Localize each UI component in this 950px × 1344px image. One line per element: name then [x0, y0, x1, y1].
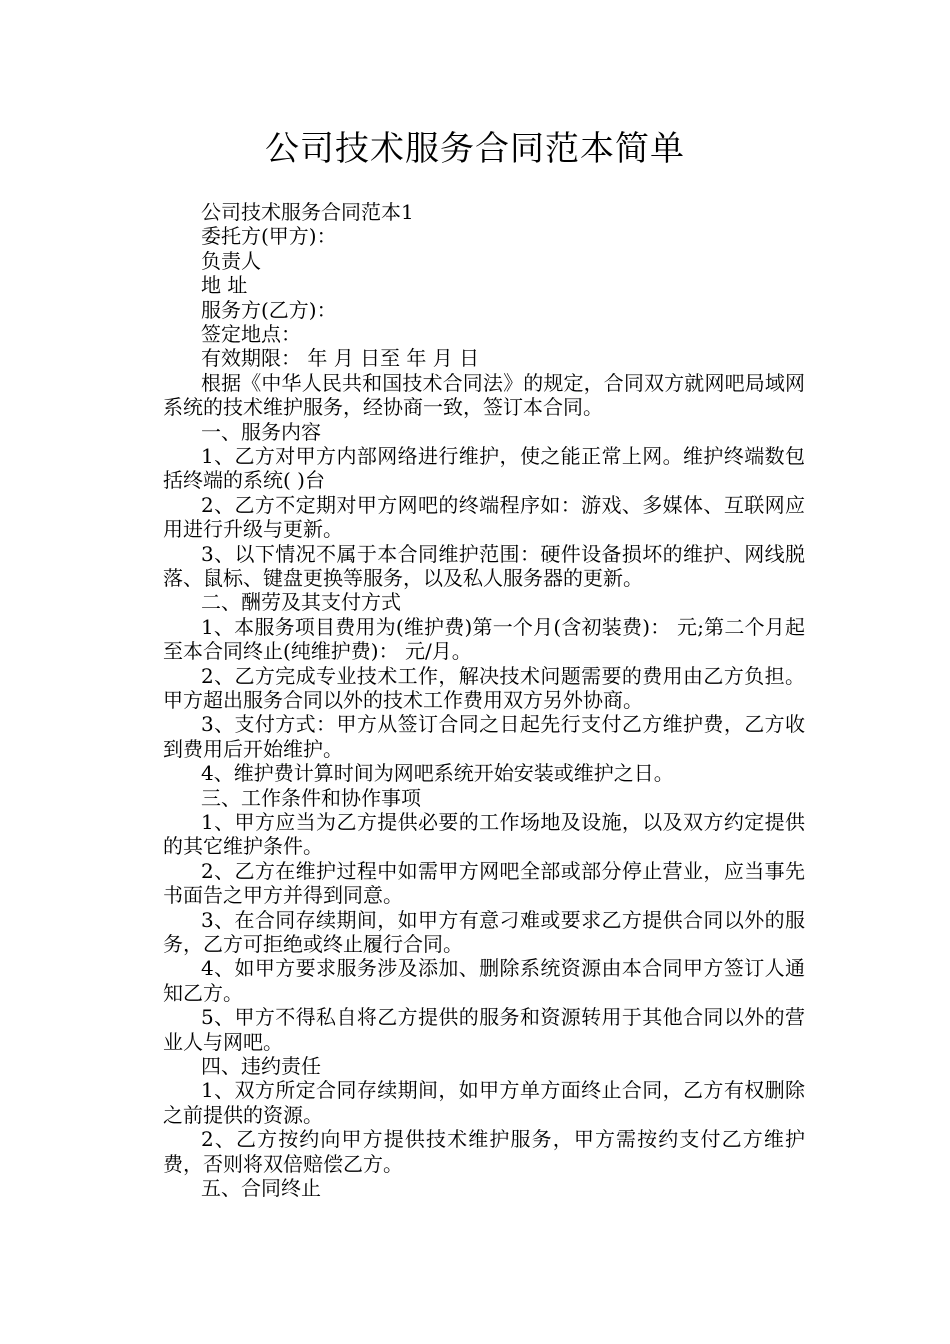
section-heading: 一、服务内容	[201, 419, 321, 444]
section-heading: 四、违约责任	[201, 1054, 321, 1079]
party-b-line: 服务方(乙方)：	[201, 297, 337, 322]
document-title: 公司技术服务合同范本简单	[265, 129, 685, 169]
clause-paragraph: 2、乙方完成专业技术工作，解决技术问题需要的费用由乙方负担。甲方超出服务合同以外的技术工作费用双方另外协商。	[163, 663, 805, 712]
responsible-person-line: 负责人	[201, 248, 261, 273]
intro-paragraph: 根据《中华人民共和国技术合同法》的规定，合同双方就网吧局域网系统的技术维护服务，经协商一致，签订本合同。	[163, 370, 805, 420]
clause-paragraph: 3、以下情况不属于本合同维护范围：硬件设备损坏的维护、网线脱落、鼠标、键盘更换等服务，以及私人服务器的更新。	[163, 541, 805, 590]
clause-paragraph: 3、支付方式：甲方从签订合同之日起先行支付乙方维护费，乙方收到费用后开始维护。	[163, 712, 805, 761]
section-heading: 二、酬劳及其支付方式	[201, 590, 401, 615]
clause-paragraph: 2、乙方在维护过程中如需甲方网吧全部或部分停止营业，应当事先书面告之甲方并得到同意。	[163, 858, 805, 908]
clause-paragraph: 1、本服务项目费用为(维护费)第一个月(含初装费)： 元;第二个月起至本合同终止(纯维护费)： 元/月。	[163, 614, 805, 664]
address-line: 地 址	[201, 273, 248, 298]
clause-paragraph: 5、甲方不得私自将乙方提供的服务和资源转用于其他合同以外的营业人与网吧。	[163, 1005, 805, 1054]
clause-paragraph: 1、乙方对甲方内部网络进行维护，使之能正常上网。维护终端数包括终端的系统( )台	[163, 443, 805, 493]
clause-paragraph: 1、甲方应当为乙方提供必要的工作场地及设施，以及双方约定提供的其它维护条件。	[163, 810, 805, 859]
validity-period-line: 有效期限： 年 月 日至 年 月 日	[201, 346, 480, 371]
clause-paragraph: 1、双方所定合同存续期间，如甲方单方面终止合同，乙方有权删除之前提供的资源。	[163, 1078, 805, 1127]
signing-place-line: 签定地点：	[201, 321, 301, 346]
clause-paragraph: 2、乙方不定期对甲方网吧的终端程序如：游戏、多媒体、互联网应用进行升级与更新。	[163, 492, 805, 542]
section-heading: 五、合同终止	[201, 1176, 321, 1201]
clause-paragraph: 2、乙方按约向甲方提供技术维护服务，甲方需按约支付乙方维护费，否则将双倍赔偿乙方。	[163, 1127, 805, 1176]
party-a-line: 委托方(甲方)：	[201, 224, 337, 249]
contract-subtitle: 公司技术服务合同范本1	[201, 200, 414, 224]
clause-paragraph: 3、在合同存续期间，如甲方有意刁难或要求乙方提供合同以外的服务，乙方可拒绝或终止履行合同。	[163, 907, 805, 957]
document-body	[163, 200, 805, 1200]
clause-paragraph: 4、维护费计算时间为网吧系统开始安装或维护之日。	[201, 761, 674, 786]
clause-paragraph: 4、如甲方要求服务涉及添加、删除系统资源由本合同甲方签订人通知乙方。	[163, 956, 805, 1005]
section-heading: 三、工作条件和协作事项	[201, 785, 421, 810]
